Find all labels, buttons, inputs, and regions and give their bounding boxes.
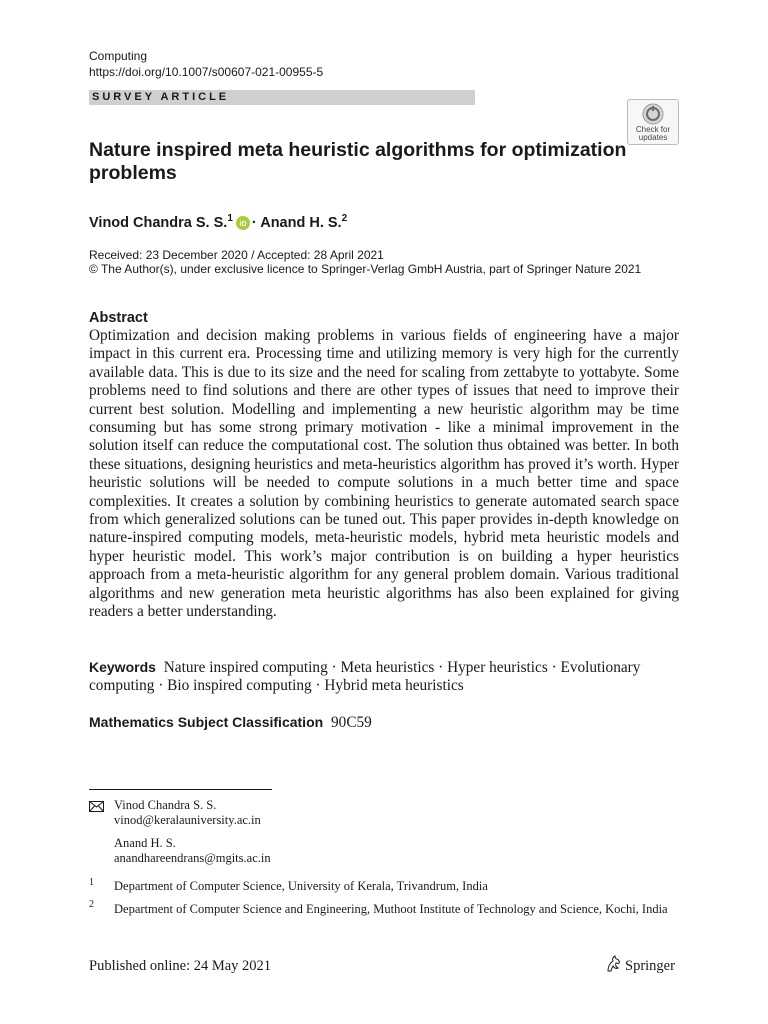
author-name[interactable]: Anand H. S. [260, 214, 342, 231]
author-affiliation-marker: 1 [227, 213, 233, 224]
svg-text:iD: iD [239, 220, 247, 228]
abstract-text: Optimization and decision making problems in various fields of engineering have a major impact in this current era. Processing time and utilizing memory is very high for the currently available data. This is due to its size and the need for scaling from zettabyte to yottabyte. Some problems need to find solutions and there are other types of issues that need to improve their current best solution. Modelling and implementing a new heuristic algorithm may be time consuming but has some strong primary motivation - like a minimal improvement in the solution itself can reduce the computational cost. The solution thus obtained was better. In both these situations, designing heuristics and meta-heuristics algorithm has proved it’s worth. Hyper heuristic solutions will be needed to compute solutions in a much better time and space complexities. It creates a solution by combining heuristics to generate automated search space from which generalized solutions can be tuned out. This paper provides in-depth knowledge on nature-inspired computing models, meta-heuristic models, hybrid meta heuristic models and hyper heuristic model. This work’s major contribution is on building a hyper heuristics approach from a meta-heuristic algorithm for any general problem domain. Various traditional algorithms and new generation meta heuristic algorithms has also been explained for giving readers a better understanding. [89, 327, 679, 621]
affiliation-number: 2 [89, 899, 94, 910]
corresponding-author-name: Anand H. S. [114, 836, 176, 850]
corresponding-author-email[interactable]: anandhareendrans@mgits.ac.in [114, 851, 271, 865]
check-for-updates-line2: updates [638, 133, 668, 142]
check-for-updates-icon [642, 103, 664, 125]
msc-section [89, 713, 372, 732]
doi-link[interactable]: https://doi.org/10.1007/s00607-021-00955-5 [89, 65, 324, 79]
msc-value: 90C59 [331, 714, 372, 731]
publisher-name: Springer [625, 958, 675, 974]
received-accepted-dates: Received: 23 December 2020 / Accepted: 28 April 2021 [89, 248, 384, 262]
corresponding-author-name: Vinod Chandra S. S. [114, 798, 217, 812]
footnote-divider [89, 789, 272, 790]
author-affiliation-marker: 2 [341, 213, 348, 224]
journal-name: Computing [89, 49, 148, 63]
affiliation-number: 1 [89, 877, 94, 888]
article-type-label: SURVEY ARTICLE [92, 91, 230, 103]
paper-title: Nature inspired meta heuristic algorithms for optimization problems [89, 139, 627, 184]
affiliation-text: Department of Computer Science and Engineering, Muthoot Institute of Technology and Science, Kochi, India [114, 902, 668, 916]
affiliation-text: Department of Computer Science, University of Kerala, Trivandrum, India [114, 879, 488, 893]
keywords-text: Nature inspired computing · Meta heuristics · Hyper heuristics · Evolutionary computing · Bio inspired computing · Hybrid meta heuristics [89, 659, 641, 695]
keywords-label: Keywords [89, 659, 156, 675]
author-separator: · [251, 214, 257, 231]
author-name[interactable]: Vinod Chandra S. S. [89, 214, 228, 231]
msc-label: Mathematics Subject Classification [89, 714, 324, 730]
copyright-notice: © The Author(s), under exclusive licence to Springer-Verlag GmbH Austria, part of Springer Nature 2021 [89, 262, 642, 276]
corresponding-author-email[interactable]: vinod@keralauniversity.ac.in [114, 813, 261, 827]
check-for-updates-badge[interactable] [627, 99, 679, 145]
springer-horse-icon [604, 955, 622, 973]
abstract-heading: Abstract [89, 310, 148, 326]
envelope-icon [89, 801, 104, 812]
publisher-logo [604, 955, 675, 975]
keywords-section [89, 658, 679, 696]
orcid-icon[interactable] [236, 216, 250, 230]
check-for-updates-line1: Check for [635, 125, 671, 134]
article-type-bar [89, 90, 475, 105]
published-online-date: Published online: 24 May 2021 [89, 958, 272, 974]
author-list [89, 209, 347, 233]
